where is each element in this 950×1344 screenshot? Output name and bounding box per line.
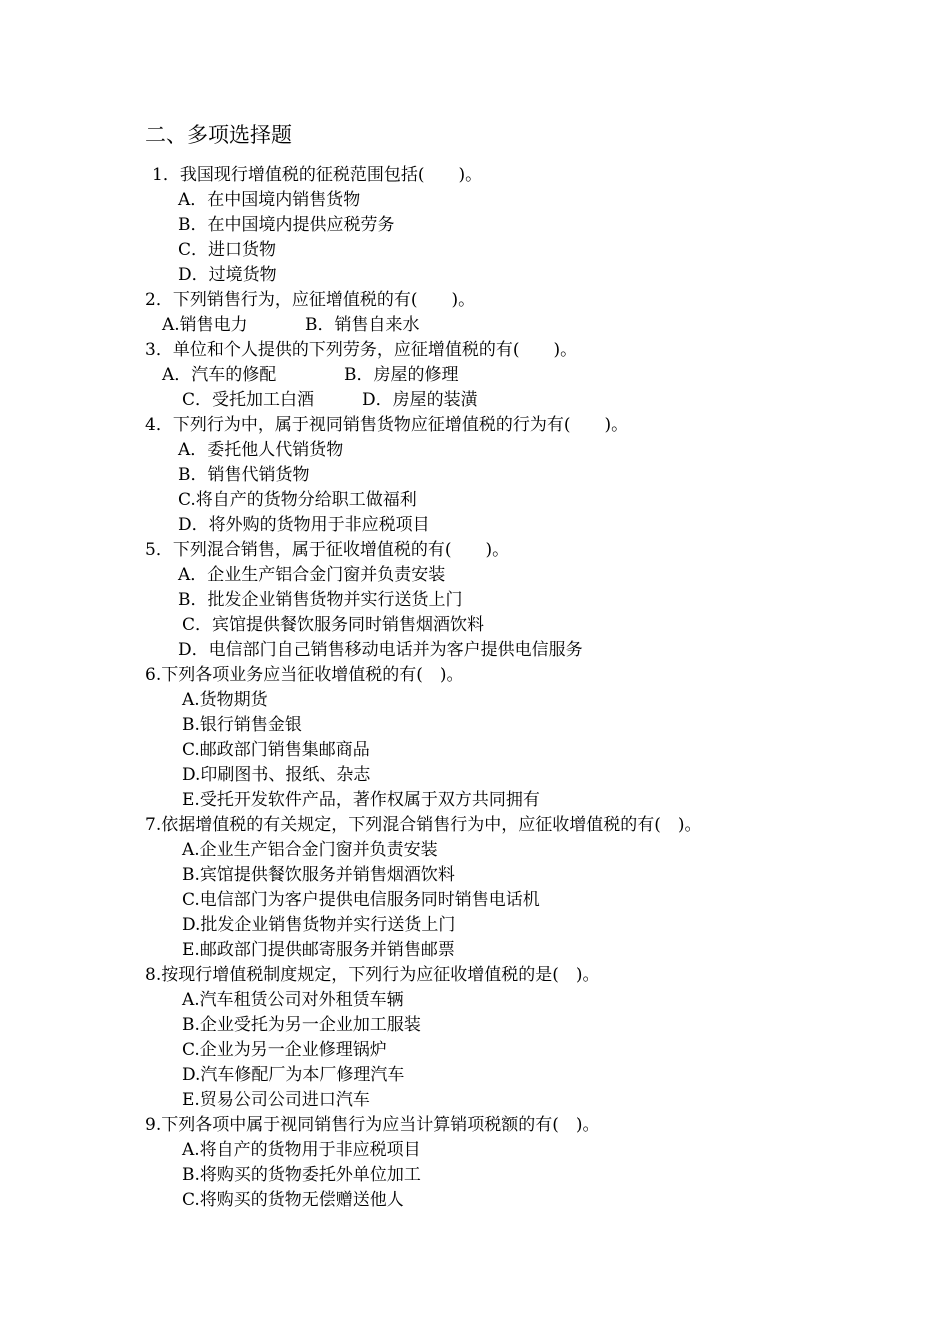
- section-title: 二、多项选择题: [145, 123, 292, 147]
- question-9-option-a: A.将自产的货物用于非应税项目: [182, 1140, 421, 1160]
- question-9-stem: 9.下列各项中属于视同销售行为应当计算销项税额的有( )。: [145, 1115, 600, 1135]
- question-4-option-b: B．销售代销货物: [178, 465, 310, 485]
- question-4-option-c: C.将自产的货物分给职工做福利: [178, 490, 417, 510]
- question-9-option-c: C.将购买的货物无偿赠送他人: [182, 1190, 404, 1210]
- question-3-option-a: A．汽车的修配: [162, 365, 277, 385]
- question-8-option-c: C.企业为另一企业修理锅炉: [182, 1040, 387, 1060]
- question-1-option-d: D．过境货物: [178, 265, 277, 285]
- question-3-option-b: B．房屋的修理: [344, 365, 459, 385]
- question-7-stem: 7.依据增值税的有关规定，下列混合销售行为中，应征收增值税的有( )。: [145, 815, 702, 835]
- question-5-option-b: B．批发企业销售货物并实行送货上门: [178, 590, 463, 610]
- question-1-option-a: A．在中国境内销售货物: [178, 190, 361, 210]
- question-2-option-b: B．销售自来水: [305, 315, 420, 335]
- question-3-option-c: C．受托加工白酒: [182, 390, 315, 410]
- question-3-option-d: D．房屋的装潢: [362, 390, 478, 410]
- question-4-option-d: D．将外购的货物用于非应税项目: [178, 515, 430, 535]
- question-6-option-c: C.邮政部门销售集邮商品: [182, 740, 370, 760]
- question-7-option-c: C.电信部门为客户提供电信服务同时销售电话机: [182, 890, 540, 910]
- question-8-option-b: B.企业受托为另一企业加工服装: [182, 1015, 421, 1035]
- question-6-stem: 6.下列各项业务应当征收增值税的有( )。: [145, 665, 464, 685]
- question-9-option-b: B.将购买的货物委托外单位加工: [182, 1165, 421, 1185]
- question-1-stem: 1．我国现行增值税的征税范围包括( )。: [152, 165, 483, 185]
- question-7-option-e: E.邮政部门提供邮寄服务并销售邮票: [182, 940, 455, 960]
- question-3-stem: 3．单位和个人提供的下列劳务，应征增值税的有( )。: [145, 340, 578, 360]
- question-4-stem: 4．下列行为中，属于视同销售货物应征增值税的行为有( )。: [145, 415, 629, 435]
- question-7-option-d: D.批发企业销售货物并实行送货上门: [182, 915, 456, 935]
- question-7-option-a: A.企业生产铝合金门窗并负责安装: [182, 840, 438, 860]
- question-1-option-b: B．在中国境内提供应税劳务: [178, 215, 395, 235]
- question-4-option-a: A．委托他人代销货物: [178, 440, 344, 460]
- question-6-option-b: B.银行销售金银: [182, 715, 302, 735]
- question-6-option-d: D.印刷图书、报纸、杂志: [182, 765, 371, 785]
- question-6-option-a: A.货物期货: [182, 690, 268, 710]
- question-7-option-b: B.宾馆提供餐饮服务并销售烟酒饮料: [182, 865, 455, 885]
- question-5-stem: 5．下列混合销售，属于征收增值税的有( )。: [145, 540, 510, 560]
- question-2-stem: 2．下列销售行为，应征增值税的有( )。: [145, 290, 476, 310]
- question-5-option-a: A．企业生产铝合金门窗并负责安装: [178, 565, 446, 585]
- question-5-option-c: C．宾馆提供餐饮服务同时销售烟酒饮料: [182, 615, 485, 635]
- question-8-stem: 8.按现行增值税制度规定，下列行为应征收增值税的是( )。: [145, 965, 600, 985]
- question-2-option-a: A.销售电力: [162, 315, 248, 335]
- question-1-option-c: C．进口货物: [178, 240, 277, 260]
- question-8-option-a: A.汽车租赁公司对外租赁车辆: [182, 990, 404, 1010]
- question-6-option-e: E.受托开发软件产品，著作权属于双方共同拥有: [182, 790, 540, 810]
- question-8-option-e: E.贸易公司公司进口汽车: [182, 1090, 370, 1110]
- question-8-option-d: D.汽车修配厂为本厂修理汽车: [182, 1065, 405, 1085]
- question-5-option-d: D．电信部门自己销售移动电话并为客户提供电信服务: [178, 640, 583, 660]
